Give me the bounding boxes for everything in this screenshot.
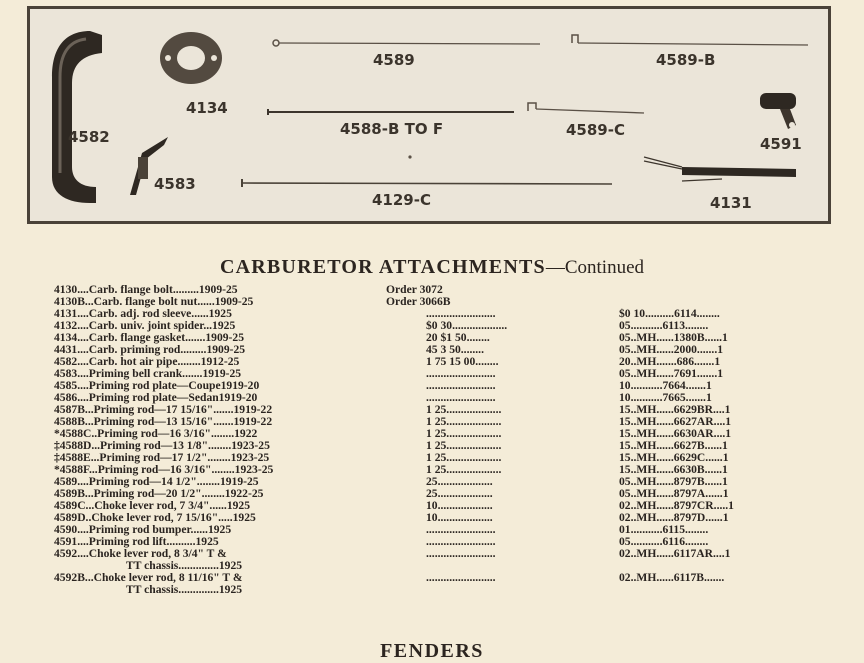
listing-row <box>54 524 834 536</box>
price-cell: 1 25................... <box>426 464 502 476</box>
part-description-line: 4130....Carb. flange bolt.........1909-25 <box>54 284 238 296</box>
price-cell: 1 25................... <box>426 404 502 416</box>
listing-row <box>54 368 834 380</box>
label-4588-b-to-f: 4588-B TO F <box>340 120 444 138</box>
part-description-line: 4590....Priming rod bumper......1925 <box>54 524 232 536</box>
parts-photo-panel <box>27 6 831 224</box>
part-description <box>54 284 344 296</box>
listing-row <box>54 500 834 512</box>
listing-row <box>54 296 834 308</box>
part-description-line: 4134....Carb. flange gasket.......1909-25 <box>54 332 245 344</box>
listing-row <box>54 548 834 572</box>
listing-row <box>54 356 834 368</box>
next-section-title: FENDERS <box>380 640 484 662</box>
code-cell: 05..MH......8797B......1 <box>619 476 728 488</box>
part-description <box>54 452 344 464</box>
part-description <box>54 500 344 512</box>
listing-row <box>54 392 834 404</box>
price-cell: ........................ <box>426 308 496 320</box>
order-reference: Order 3072 <box>386 284 443 296</box>
dot-mark <box>408 155 412 159</box>
part-description <box>54 428 344 440</box>
part-description-line: 4431....Carb. priming rod.........1909-25 <box>54 344 246 356</box>
price-cell: 25................... <box>426 476 493 488</box>
listing-row <box>54 380 834 392</box>
part-description-line: *4588C..Priming rod—16 3/16"........1922 <box>54 428 258 440</box>
label-4583: 4583 <box>154 175 196 193</box>
code-cell: 10...........7665.......1 <box>619 392 712 404</box>
code-cell: 10...........7664.......1 <box>619 380 712 392</box>
listing-row <box>54 536 834 548</box>
part-description-line: 4132....Carb. univ. joint spider...1925 <box>54 320 236 332</box>
section-title-continued: —Continued <box>545 257 645 278</box>
code-cell: 05...........6113........ <box>619 320 709 332</box>
code-cell: 15..MH......6630B......1 <box>619 464 728 476</box>
part-description <box>54 392 344 404</box>
code-cell: 15..MH......6627B......1 <box>619 440 728 452</box>
part-description <box>54 368 344 380</box>
code-cell: 05...........6116........ <box>619 536 709 548</box>
part-4591-lift-image <box>754 89 804 133</box>
code-cell: 02..MH......8797D......1 <box>619 512 729 524</box>
part-4589-b-rod-image <box>570 31 810 51</box>
part-4589-c-rod-image <box>526 99 646 119</box>
code-cell: 15..MH......6630AR....1 <box>619 428 732 440</box>
price-cell: ........................ <box>426 572 496 584</box>
part-description-line: 4583....Priming bell crank.......1919-25 <box>54 368 242 380</box>
part-description-line: 4589D..Choke lever rod, 7 15/16".....1925 <box>54 512 256 524</box>
part-description-line: 4592B...Choke lever rod, 8 11/16" T & <box>54 572 243 584</box>
listing-row <box>54 284 834 296</box>
part-description-line: ‡4588D...Priming rod—13 1/8"........1923-25 <box>54 440 270 452</box>
price-cell: 20 $1 50........ <box>426 332 490 344</box>
code-cell: 02..MH......6117B....... <box>619 572 725 584</box>
part-description-line: *4588F...Priming rod—16 3/16"........1923-25 <box>54 464 274 476</box>
price-cell: 45 3 50........ <box>426 344 484 356</box>
listing-row <box>54 308 834 320</box>
part-description <box>54 512 344 524</box>
part-4134-gasket-image <box>158 29 224 87</box>
listing-row <box>54 452 834 464</box>
part-description <box>54 476 344 488</box>
section-title <box>0 256 864 279</box>
code-cell: 02..MH......6117AR....1 <box>619 548 731 560</box>
part-description <box>54 344 344 356</box>
parts-listing <box>54 284 834 596</box>
part-description <box>54 572 344 596</box>
price-cell: 25................... <box>426 488 493 500</box>
part-description-line: 4585....Priming rod plate—Coupe1919-20 <box>54 380 260 392</box>
code-cell: 15..MH......6629BR....1 <box>619 404 731 416</box>
part-4129-c-rod-image <box>240 177 614 189</box>
label-4589: 4589 <box>373 51 415 69</box>
code-cell: 05..MH......7691.......1 <box>619 368 724 380</box>
price-cell: $0 30................... <box>426 320 508 332</box>
part-description-line: 4582....Carb. hot air pipe........1912-25 <box>54 356 240 368</box>
listing-row <box>54 476 834 488</box>
part-description-line: ‡4588E...Priming rod—17 1/2"........1923-25 <box>54 452 270 464</box>
code-cell: 05..MH......1380B......1 <box>619 332 728 344</box>
part-description-line: 4589....Priming rod—14 1/2"........1919-25 <box>54 476 259 488</box>
part-description <box>54 464 344 476</box>
part-description <box>54 548 344 572</box>
section-title-main: CARBURETOR ATTACHMENTS <box>219 256 546 278</box>
code-cell: 01...........6115........ <box>619 524 709 536</box>
part-4589-rod-image <box>272 39 542 49</box>
listing-row <box>54 464 834 476</box>
price-cell: ........................ <box>426 524 496 536</box>
label-4134: 4134 <box>186 99 228 117</box>
price-cell: ........................ <box>426 548 496 560</box>
code-cell: 15..MH......6629C......1 <box>619 452 729 464</box>
listing-row <box>54 344 834 356</box>
part-4588-rod-image <box>266 107 516 117</box>
part-description-line: 4589B...Priming rod—20 1/2"........1922-25 <box>54 488 264 500</box>
part-description-line: 4592....Choke lever rod, 8 3/4" T & <box>54 548 227 560</box>
code-cell: 02..MH......8797CR.....1 <box>619 500 734 512</box>
label-4582: 4582 <box>68 128 110 146</box>
label-4589-c: 4589-C <box>566 121 625 139</box>
code-cell: 05..MH......2000.......1 <box>619 344 724 356</box>
part-description-line: 4588B...Priming rod—13 15/16".......1919-22 <box>54 416 273 428</box>
price-cell: 10................... <box>426 500 493 512</box>
price-cell: ........................ <box>426 368 496 380</box>
price-cell: 1 75 15 00........ <box>426 356 499 368</box>
part-description <box>54 488 344 500</box>
part-description <box>54 416 344 428</box>
listing-row <box>54 512 834 524</box>
price-cell: ........................ <box>426 392 496 404</box>
listing-row <box>54 572 834 596</box>
part-description-line: 4586....Priming rod plate—Sedan1919-20 <box>54 392 258 404</box>
part-description <box>54 332 344 344</box>
label-4131: 4131 <box>710 194 752 212</box>
part-description-line: 4131....Carb. adj. rod sleeve......1925 <box>54 308 232 320</box>
code-cell: 15..MH......6627AR....1 <box>619 416 732 428</box>
price-cell: 1 25................... <box>426 428 502 440</box>
part-description <box>54 296 344 308</box>
listing-row <box>54 404 834 416</box>
label-4589-b: 4589-B <box>656 51 716 69</box>
order-reference: Order 3066B <box>386 296 451 308</box>
part-description <box>54 320 344 332</box>
part-description <box>54 308 344 320</box>
listing-row <box>54 428 834 440</box>
listing-row <box>54 416 834 428</box>
code-cell: 05..MH......8797A......1 <box>619 488 729 500</box>
price-cell: 1 25................... <box>426 416 502 428</box>
part-description-line: 4587B...Priming rod—17 15/16".......1919-22 <box>54 404 273 416</box>
code-cell: 20..MH.......686.......1 <box>619 356 721 368</box>
listing-row <box>54 320 834 332</box>
price-cell: 1 25................... <box>426 440 502 452</box>
part-description <box>54 440 344 452</box>
part-description-line: 4591....Priming rod lift..........1925 <box>54 536 219 548</box>
code-cell: $0 10..........6114........ <box>619 308 720 320</box>
part-4131-sleeve-image <box>642 153 802 187</box>
listing-row <box>54 488 834 500</box>
part-4582-hot-air-pipe-image <box>46 27 106 205</box>
part-description-continuation: TT chassis..............1925 <box>126 583 243 596</box>
listing-row <box>54 332 834 344</box>
part-description <box>54 536 344 548</box>
price-cell: 10................... <box>426 512 493 524</box>
label-4591: 4591 <box>760 135 802 153</box>
part-description <box>54 524 344 536</box>
price-cell: 1 25................... <box>426 452 502 464</box>
part-description <box>54 404 344 416</box>
listing-row <box>54 440 834 452</box>
price-cell: ........................ <box>426 536 496 548</box>
label-4129-c: 4129-C <box>372 191 431 209</box>
part-description-continuation: TT chassis..............1925 <box>126 559 243 572</box>
price-cell: ........................ <box>426 380 496 392</box>
part-description-line: 4589C...Choke lever rod, 7 3/4"......1925 <box>54 500 251 512</box>
part-description <box>54 380 344 392</box>
part-description <box>54 356 344 368</box>
part-description-line: 4130B...Carb. flange bolt nut......1909-25 <box>54 296 254 308</box>
